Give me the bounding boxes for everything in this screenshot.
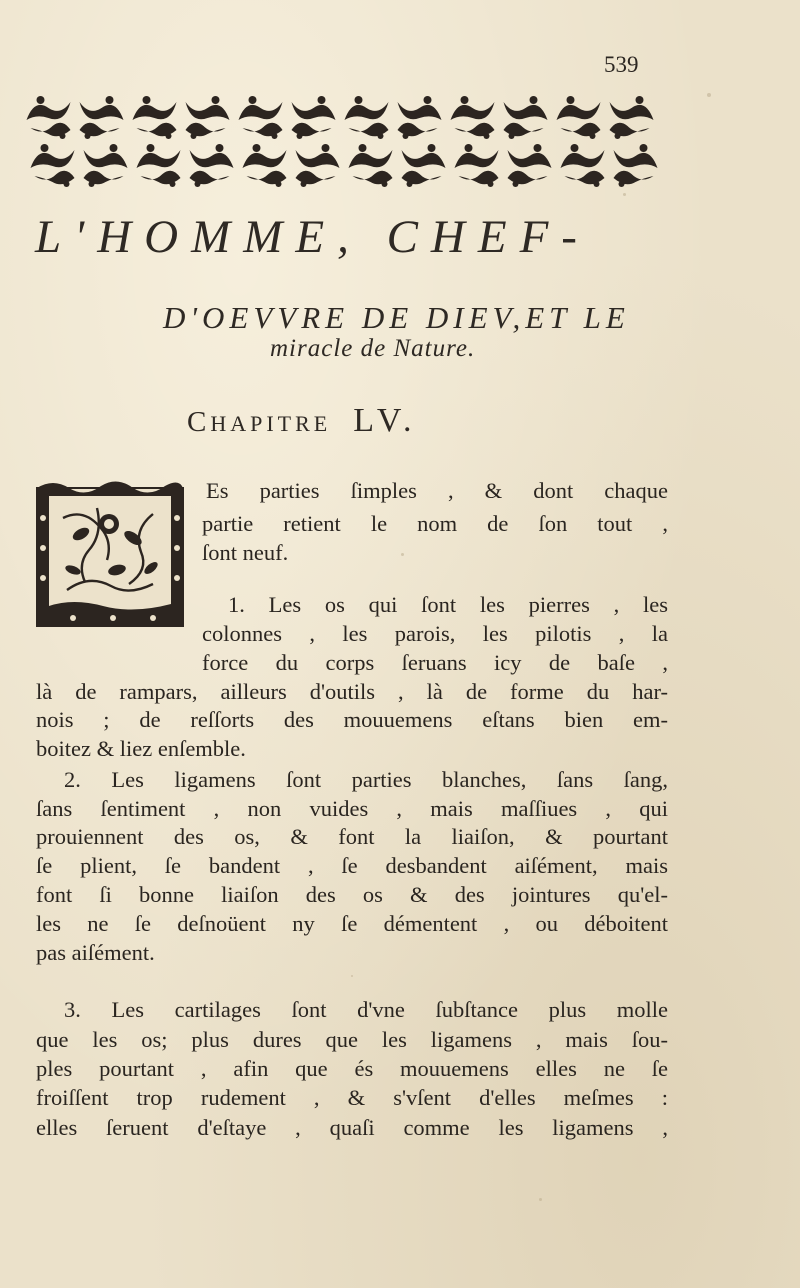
body-line: ſe plient, ſe bandent , ſe desbandent aiſément, mais: [36, 853, 668, 878]
body-line: 3. Les cartilages ſont d'vne ſubſtance plus molle: [64, 997, 668, 1022]
body-line: ples pourtant , afin que és mouuemens elles ne ſe: [36, 1056, 668, 1081]
body-line: nois ; de reſſorts des mouuemens eſtans bien em-: [36, 707, 668, 732]
title-line-2: D'OEVVRE DE DIEV,ET LE: [163, 300, 630, 335]
chapter-word-rest: HAPITRE: [210, 411, 332, 436]
drop-cap-woodcut: [33, 478, 189, 638]
body-line: colonnes , les parois, les pilotis , la: [202, 621, 668, 646]
title-line-1: L'HOMME, CHEF-: [35, 211, 590, 263]
body-line: partie retient le nom de ſon tout ,: [202, 511, 668, 536]
body-line: 1. Les os qui ſont les pierres , les: [228, 592, 668, 617]
chapter-heading: [187, 402, 418, 440]
body-line: ſans ſentiment , non vuides , mais maſſiues , qui: [36, 796, 668, 821]
body-line: ſont neuf.: [202, 540, 289, 565]
page-number: 539: [604, 52, 639, 77]
body-line: les ne ſe deſnoüent ny ſe démentent , ou déboitent: [36, 911, 668, 936]
body-line: prouiennent des os, & font la liaiſon, & pourtant: [36, 824, 668, 849]
body-line: force du corps ſeruans icy de baſe ,: [202, 650, 668, 675]
chapter-numeral: LV.: [353, 402, 418, 439]
body-line: là de rampars, ailleurs d'outils , là de forme du har-: [36, 679, 668, 704]
body-line: font ſi bonne liaiſon des os & des jointures qu'el-: [36, 882, 668, 907]
chapter-word-initial: C: [187, 406, 211, 438]
body-line: que les os; plus dures que les ligamens , mais ſou-: [36, 1027, 668, 1052]
body-line: boitez & liez enſemble.: [36, 736, 246, 761]
body-line: elles ſeruent d'eſtaye , quaſi comme les ligamens ,: [36, 1115, 668, 1140]
title-line-3: miracle de Nature.: [270, 335, 476, 362]
fleuron-band-bottom: [22, 132, 658, 192]
body-line: froiſſent trop rudement , & s'vſent d'elles meſmes :: [36, 1085, 668, 1110]
body-line: Es parties ſimples , & dont chaque: [206, 478, 668, 503]
body-line: pas aiſément.: [36, 940, 155, 965]
body-line: 2. Les ligamens ſont parties blanches, ſans ſang,: [64, 767, 668, 792]
